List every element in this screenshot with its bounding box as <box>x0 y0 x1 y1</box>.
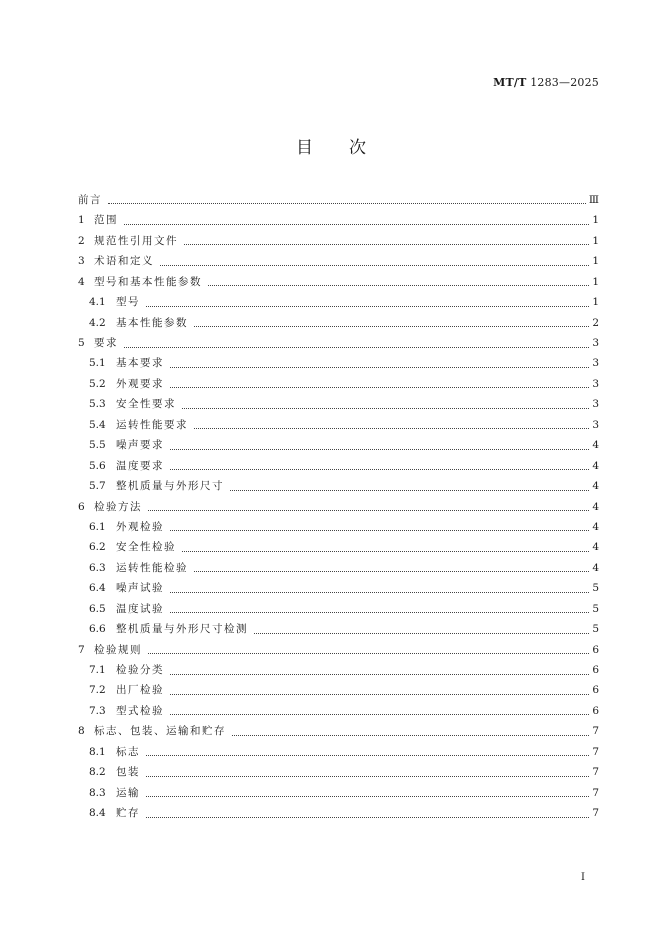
toc-leader-dots <box>194 325 589 327</box>
toc-entry[interactable] <box>78 394 599 414</box>
toc-entry-label: 温度试验 <box>116 602 164 615</box>
toc-entry-page: 3 <box>592 398 599 411</box>
toc-entry[interactable] <box>78 415 599 435</box>
toc-entry-page: 3 <box>592 418 599 431</box>
standard-code-prefix: MT/T <box>493 76 527 89</box>
toc-entry[interactable] <box>78 251 599 271</box>
toc-leader-dots <box>182 550 589 552</box>
toc-leader-dots <box>170 611 589 613</box>
toc-leader-dots <box>146 775 589 777</box>
toc-leader-dots <box>124 223 589 225</box>
toc-title: 目次 <box>296 138 402 158</box>
toc-leader-dots <box>182 407 589 409</box>
toc-entry-page: 1 <box>592 296 599 309</box>
toc-entry-number: 7.3 <box>89 704 106 717</box>
toc-entry-label: 外观检验 <box>116 520 164 533</box>
toc-entry-number: 5.6 <box>89 459 106 472</box>
toc-leader-dots <box>148 652 589 654</box>
toc-entry-number: 5.3 <box>89 398 106 411</box>
toc-entry-page: 3 <box>592 337 599 350</box>
toc-entry-page: 1 <box>592 214 599 227</box>
toc-entry[interactable] <box>78 578 599 598</box>
toc-entry-number: 4 <box>78 275 85 288</box>
toc-leader-dots <box>232 734 589 736</box>
toc-entry-number: 7 <box>78 643 85 656</box>
toc-entry-label: 型式检验 <box>116 704 164 717</box>
toc-entry-label: 运转性能检验 <box>116 561 188 574</box>
toc-entry-label: 运输 <box>116 786 140 799</box>
toc-entry[interactable] <box>78 701 599 721</box>
toc-entry[interactable] <box>78 231 599 251</box>
toc-entry[interactable] <box>78 599 599 619</box>
toc-entry[interactable] <box>78 783 599 803</box>
toc-entry-label: 标志 <box>116 745 140 758</box>
table-of-contents <box>78 190 599 824</box>
toc-entry-page: 6 <box>592 643 599 656</box>
toc-entry-number: 3 <box>78 255 85 268</box>
toc-entry-page: 1 <box>592 234 599 247</box>
toc-entry[interactable] <box>78 476 599 496</box>
toc-entry-label: 包装 <box>116 766 140 779</box>
toc-entry-label: 安全性检验 <box>116 541 176 554</box>
toc-entry-number: 6.2 <box>89 541 106 554</box>
toc-entry[interactable] <box>78 190 599 210</box>
toc-entry-page: 7 <box>592 766 599 779</box>
toc-entry[interactable] <box>78 497 599 517</box>
toc-leader-dots <box>146 795 589 797</box>
toc-leader-dots <box>146 816 589 818</box>
toc-entry[interactable] <box>78 292 599 312</box>
toc-entry-label: 型号和基本性能参数 <box>94 275 202 288</box>
toc-entry-label: 要求 <box>94 337 118 350</box>
toc-entry-page: 6 <box>592 704 599 717</box>
toc-entry-label: 运转性能要求 <box>116 418 188 431</box>
toc-entry-label: 范围 <box>94 214 118 227</box>
toc-entry-label: 温度要求 <box>116 459 164 472</box>
toc-entry[interactable] <box>78 640 599 660</box>
toc-entry-label: 规范性引用文件 <box>94 234 178 247</box>
toc-leader-dots <box>170 468 589 470</box>
toc-entry[interactable] <box>78 660 599 680</box>
toc-entry-page: 4 <box>592 561 599 574</box>
toc-entry-number: 7.2 <box>89 684 106 697</box>
toc-entry-label: 术语和定义 <box>94 255 154 268</box>
toc-entry-page: 6 <box>592 664 599 677</box>
toc-entry-label: 检验规则 <box>94 643 142 656</box>
toc-entry-page: 4 <box>592 480 599 493</box>
toc-leader-dots <box>170 673 589 675</box>
toc-entry-number: 5.2 <box>89 377 106 390</box>
toc-entry-number: 5 <box>78 337 85 350</box>
toc-entry-number: 8.3 <box>89 786 106 799</box>
toc-leader-dots <box>170 529 589 531</box>
toc-entry-number: 8.4 <box>89 807 106 820</box>
toc-entry-number: 5.1 <box>89 357 106 370</box>
toc-entry[interactable] <box>78 313 599 333</box>
toc-entry[interactable] <box>78 210 599 230</box>
toc-entry-label: 贮存 <box>116 807 140 820</box>
toc-entry[interactable] <box>78 435 599 455</box>
toc-entry-page: Ⅲ <box>588 193 599 206</box>
toc-leader-dots <box>208 284 589 286</box>
toc-leader-dots <box>170 693 589 695</box>
toc-entry-number: 6.4 <box>89 582 106 595</box>
toc-leader-dots <box>170 713 589 715</box>
toc-entry-label: 前言 <box>78 193 102 206</box>
toc-entry-number: 6.5 <box>89 602 106 615</box>
toc-entry-label: 基本要求 <box>116 357 164 370</box>
toc-entry-number: 6.3 <box>89 561 106 574</box>
toc-entry-page: 3 <box>592 357 599 370</box>
toc-entry-label: 标志、包装、运输和贮存 <box>94 725 226 738</box>
toc-entry-label: 出厂检验 <box>116 684 164 697</box>
toc-entry-number: 5.5 <box>89 439 106 452</box>
toc-entry[interactable] <box>78 619 599 639</box>
toc-entry-page: 2 <box>592 316 599 329</box>
toc-entry-page: 7 <box>592 725 599 738</box>
toc-leader-dots <box>194 570 589 572</box>
toc-entry-label: 整机质量与外形尺寸 <box>116 480 224 493</box>
toc-entry[interactable] <box>78 333 599 353</box>
toc-leader-dots <box>108 202 586 204</box>
toc-leader-dots <box>230 489 589 491</box>
toc-leader-dots <box>184 243 589 245</box>
toc-entry[interactable] <box>78 681 599 701</box>
toc-entry-number: 2 <box>78 234 85 247</box>
toc-entry-page: 3 <box>592 377 599 390</box>
toc-entry-number: 8.2 <box>89 766 106 779</box>
toc-entry[interactable] <box>78 721 599 741</box>
toc-entry[interactable] <box>78 742 599 762</box>
toc-entry-number: 5.7 <box>89 480 106 493</box>
toc-leader-dots <box>148 509 589 511</box>
toc-leader-dots <box>146 305 589 307</box>
toc-entry-number: 4.1 <box>89 296 106 309</box>
toc-entry[interactable] <box>78 537 599 557</box>
toc-entry[interactable] <box>78 456 599 476</box>
toc-entry-page: 4 <box>592 541 599 554</box>
toc-entry-page: 5 <box>592 623 599 636</box>
toc-entry-page: 5 <box>592 582 599 595</box>
toc-entry-page: 4 <box>592 500 599 513</box>
toc-entry-page: 1 <box>592 255 599 268</box>
toc-entry-label: 安全性要求 <box>116 398 176 411</box>
standard-code <box>493 76 599 89</box>
toc-entry-page: 4 <box>592 439 599 452</box>
toc-entry-label: 基本性能参数 <box>116 316 188 329</box>
toc-entry-label: 噪声试验 <box>116 582 164 595</box>
toc-entry-number: 6.6 <box>89 623 106 636</box>
page-number: Ⅰ <box>581 872 585 883</box>
toc-leader-dots <box>170 591 589 593</box>
toc-entry[interactable] <box>78 558 599 578</box>
toc-entry-number: 5.4 <box>89 418 106 431</box>
toc-entry[interactable] <box>78 272 599 292</box>
toc-entry-number: 8 <box>78 725 85 738</box>
toc-leader-dots <box>254 632 589 634</box>
toc-entry-number: 6.1 <box>89 520 106 533</box>
toc-leader-dots <box>124 346 589 348</box>
toc-entry[interactable] <box>78 354 599 374</box>
toc-entry-label: 型号 <box>116 296 140 309</box>
toc-entry[interactable] <box>78 803 599 823</box>
toc-entry-number: 8.1 <box>89 745 106 758</box>
toc-entry-page: 5 <box>592 602 599 615</box>
toc-entry-number: 1 <box>78 214 85 227</box>
toc-leader-dots <box>170 386 589 388</box>
toc-entry-number: 4.2 <box>89 316 106 329</box>
toc-entry-number: 7.1 <box>89 664 106 677</box>
toc-entry-page: 4 <box>592 520 599 533</box>
toc-entry-page: 7 <box>592 786 599 799</box>
standard-code-number: 1283—2025 <box>530 76 599 89</box>
toc-leader-dots <box>170 448 589 450</box>
toc-entry-label: 检验分类 <box>116 664 164 677</box>
toc-entry-page: 4 <box>592 459 599 472</box>
toc-entry-label: 噪声要求 <box>116 439 164 452</box>
toc-entry-label: 整机质量与外形尺寸检测 <box>116 623 248 636</box>
toc-leader-dots <box>160 264 589 266</box>
toc-entry-page: 1 <box>592 275 599 288</box>
toc-entry-page: 6 <box>592 684 599 697</box>
toc-leader-dots <box>170 366 589 368</box>
toc-entry-page: 7 <box>592 745 599 758</box>
toc-entry-page: 7 <box>592 807 599 820</box>
toc-entry-number: 6 <box>78 500 85 513</box>
toc-entry-label: 检验方法 <box>94 500 142 513</box>
toc-entry-label: 外观要求 <box>116 377 164 390</box>
toc-entry[interactable] <box>78 762 599 782</box>
toc-entry[interactable] <box>78 517 599 537</box>
toc-entry[interactable] <box>78 374 599 394</box>
toc-leader-dots <box>146 754 589 756</box>
toc-leader-dots <box>194 427 589 429</box>
